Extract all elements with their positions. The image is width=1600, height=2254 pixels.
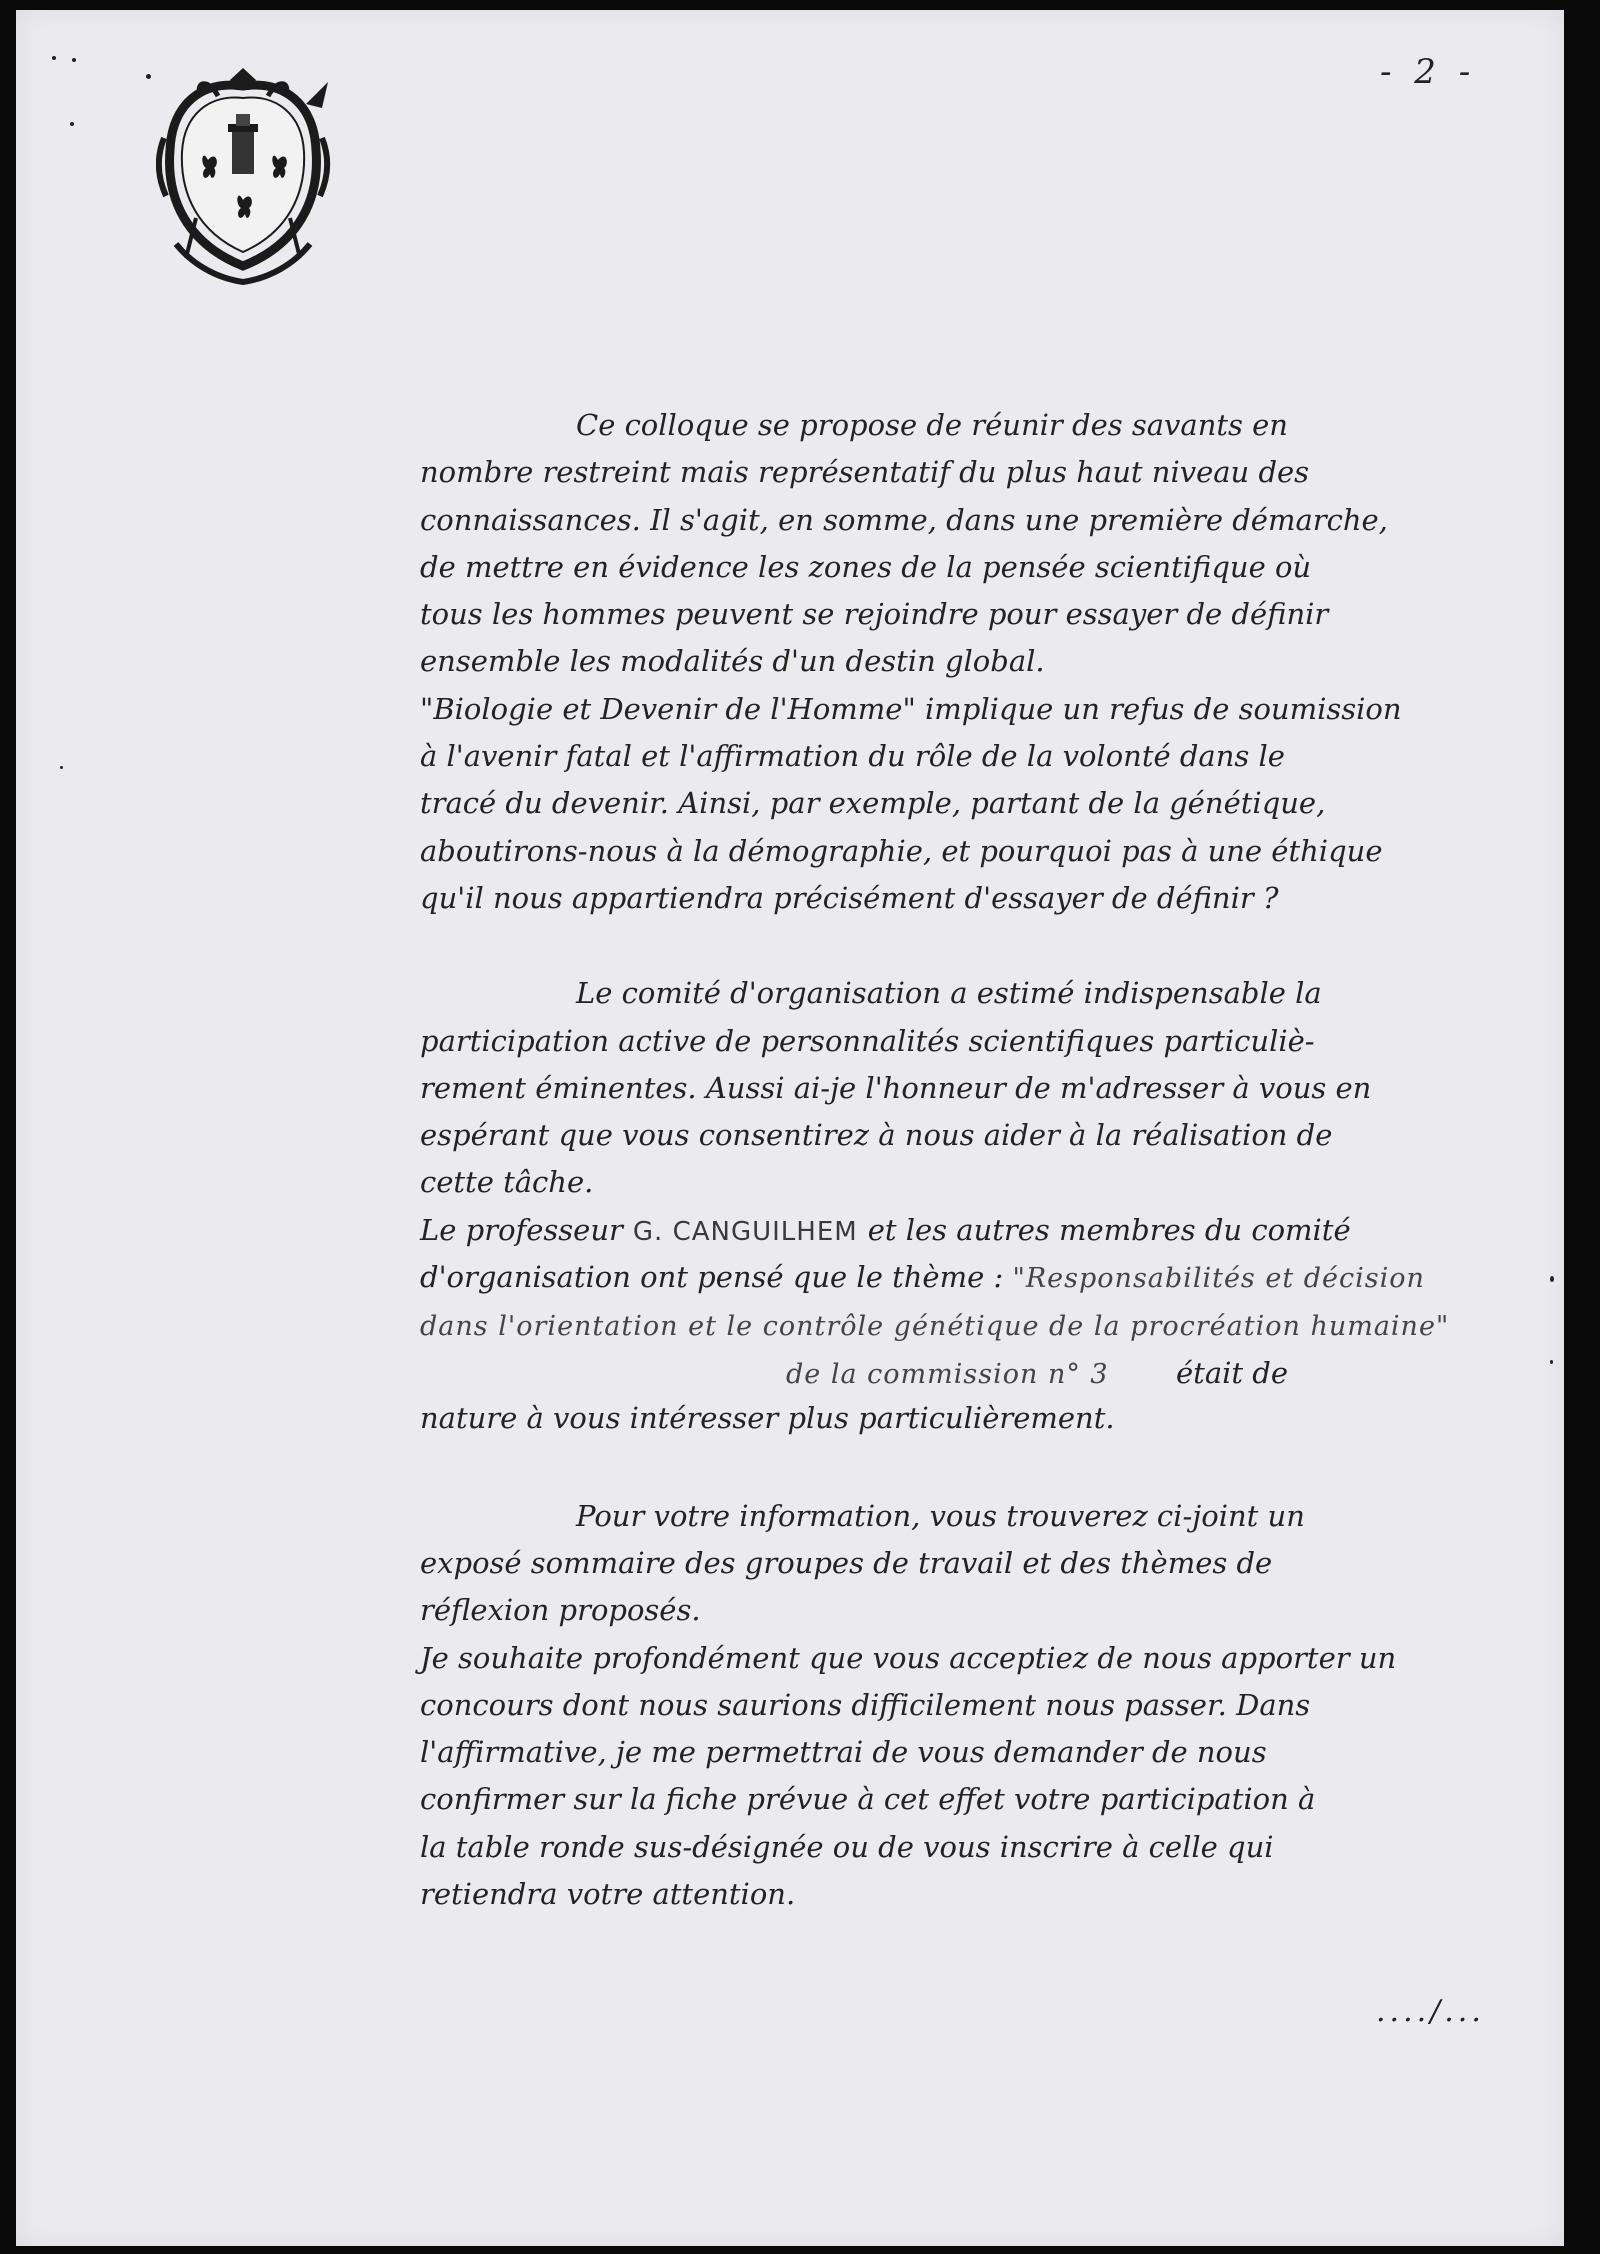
text-line: cette tâche.: [420, 1165, 594, 1200]
paragraph-committee: [420, 970, 1540, 1442]
text-line: tous les hommes peuvent se rejoindre pour essayer de définir: [420, 597, 1329, 632]
paper-speck: [1550, 1276, 1554, 1282]
theme-intro: d'organisation ont pensé que le thème :: [420, 1260, 1004, 1295]
text-line: Ce colloque se propose de réunir des savants en: [576, 408, 1288, 442]
text-line: aboutirons-nous à la démographie, et pourquoi pas à une éthique: [420, 833, 1383, 868]
professor-line: [420, 1207, 1540, 1254]
commission-line: [420, 1351, 1540, 1395]
theme-title-line: dans l'orientation et le contrôle génétique de la procréation humaine": [420, 1311, 1450, 1343]
text-line: retiendra votre attention.: [420, 1877, 796, 1912]
text-line: nature à vous intéresser plus particulièrement.: [420, 1401, 1115, 1436]
continuation-mark: ..../...: [1376, 1994, 1485, 2029]
text-line: Pour votre information, vous trouverez ci-joint un: [576, 1498, 1305, 1533]
text-line: la table ronde sus-désignée ou de vous inscrire à celle qui: [420, 1829, 1274, 1864]
theme-line: [420, 1254, 1540, 1301]
text-line: participation active de personnalités scientifiques particuliè-: [420, 1023, 1315, 1058]
paragraph-colloquium: [420, 402, 1540, 922]
paper-speck: [60, 766, 63, 769]
text-line: concours dont nous saurions difficilement nous passer. Dans: [420, 1687, 1311, 1722]
text-line: de mettre en évidence les zones de la pensée scientifique où: [420, 549, 1312, 584]
professor-prefix: Le professeur: [420, 1212, 623, 1247]
text-line: qu'il nous appartiendra précisément d'essayer de définir ?: [420, 880, 1279, 915]
coat-of-arms-icon: [156, 68, 331, 288]
text-line: Je souhaite profondément que vous acceptiez de nous apporter un: [420, 1640, 1397, 1675]
commission-number: de la commission n° 3: [786, 1359, 1109, 1391]
text-line: réflexion proposés.: [420, 1593, 701, 1628]
page-number: - 2 -: [1380, 52, 1477, 92]
letter-body: [420, 402, 1540, 1918]
paragraph-information: [420, 1493, 1540, 1919]
text-line: nombre restreint mais représentatif du plus haut niveau des: [420, 455, 1310, 490]
document-page: [16, 10, 1564, 2246]
paper-speck: [72, 58, 76, 62]
text-line: Le comité d'organisation a estimé indispensable la: [576, 976, 1322, 1011]
text-line: rement éminentes. Aussi ai-je l'honneur de m'adresser à vous en: [420, 1070, 1372, 1105]
professor-name: G. CANGUILHEM: [632, 1216, 858, 1247]
text-line: tracé du devenir. Ainsi, par exemple, partant de la génétique,: [420, 786, 1326, 821]
professor-suffix: et les autres membres du comité: [867, 1212, 1351, 1247]
commission-suffix: était de: [1176, 1356, 1288, 1391]
text-line: l'affirmative, je me permettrai de vous demander de nous: [420, 1735, 1267, 1770]
paper-speck: [70, 122, 74, 126]
text-line: exposé sommaire des groupes de travail et des thèmes de: [420, 1545, 1273, 1580]
paper-speck: [1550, 1360, 1553, 1364]
text-line: "Biologie et Devenir de l'Homme" implique un refus de soumission: [420, 691, 1402, 726]
text-line: connaissances. Il s'agit, en somme, dans une première démarche,: [420, 502, 1388, 537]
paper-speck: [146, 74, 151, 79]
text-line: à l'avenir fatal et l'affirmation du rôle de la volonté dans le: [420, 739, 1285, 774]
text-line: ensemble les modalités d'un destin global.: [420, 644, 1045, 679]
theme-title-start: "Responsabilités et décision: [1012, 1263, 1425, 1295]
text-line: confirmer sur la fiche prévue à cet effet votre participation à: [420, 1782, 1316, 1817]
text-line: espérant que vous consentirez à nous aider à la réalisation de: [420, 1118, 1333, 1153]
paper-speck: [52, 56, 56, 60]
